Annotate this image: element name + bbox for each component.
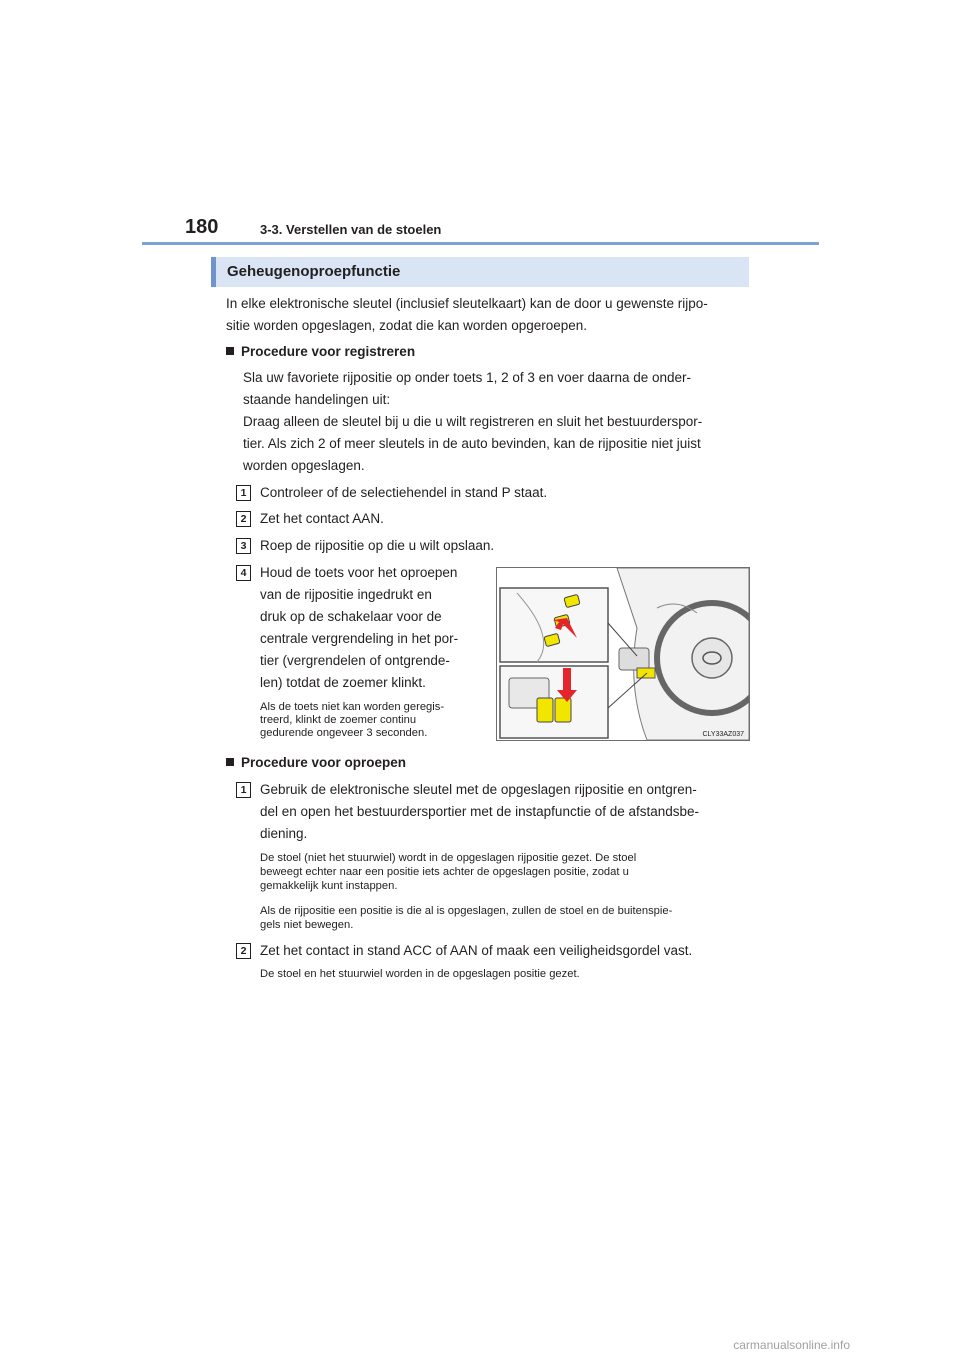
register-heading (226, 344, 415, 359)
register-step-4-note-1: Als de toets niet kan worden geregis- (260, 701, 445, 713)
title-bar (211, 257, 749, 287)
register-heading-label: Procedure voor registreren (241, 344, 416, 359)
register-desc-line-3: Draag alleen de sleutel bij u die u wilt registreren en sluit het bestuurderspor- (243, 414, 703, 429)
register-step-4-note-2: treerd, klinkt de zoemer continu (260, 714, 417, 726)
recall-step-1-note-2: beweegt echter naar een positie iets achter de opgeslagen positie, zodat u (260, 866, 629, 878)
recall-heading (226, 755, 406, 770)
intro-line-1: In elke elektronische sleutel (inclusief sleutelkaart) kan de door u gewenste rijpo- (226, 296, 708, 311)
register-step-4-line-4: centrale vergrendeling in het por- (260, 631, 459, 646)
recall-step-1-note-1: De stoel (niet het stuurwiel) wordt in de opgeslagen rijpositie gezet. De stoel (260, 852, 637, 864)
register-step-4-line-2: van de rijpositie ingedrukt en (260, 587, 432, 602)
recall-step-1-line-2: del en open het bestuurdersportier met de instapfunctie of de afstandsbe- (260, 804, 700, 819)
register-desc-line-5: worden opgeslagen. (243, 458, 365, 473)
step-number-badge: 4 (236, 565, 251, 581)
step-number-badge: 3 (236, 538, 251, 554)
register-desc-line-2: staande handelingen uit: (243, 392, 391, 407)
recall-step-1-note-3: gemakkelijk kunt instappen. (260, 880, 398, 892)
register-desc-line-4: tier. Als zich 2 of meer sleutels in de auto bevinden, kan de rijpositie niet juist (243, 436, 701, 451)
register-step-4-line-5: tier (vergrendelen of ontgrende- (260, 653, 450, 668)
page-title: Geheugenoproepfunctie (227, 263, 401, 280)
recall-step-1-note-4: Als de rijpositie een positie is die al is opgeslagen, zullen de stoel en de buitenspie- (260, 905, 673, 917)
recall-heading-label: Procedure voor oproepen (241, 755, 407, 770)
register-step-4-line-6: len) totdat de zoemer klinkt. (260, 675, 426, 690)
square-bullet-icon (226, 347, 234, 355)
square-bullet-icon (226, 758, 234, 766)
step-number-badge: 2 (236, 511, 251, 527)
step-number-badge: 1 (236, 782, 251, 798)
recall-step-2-note: De stoel en het stuurwiel worden in de opgeslagen positie gezet. (260, 968, 580, 980)
intro-line-2: sitie worden opgeslagen, zodat die kan worden opgeroepen. (226, 318, 588, 333)
page-number: 180 (185, 216, 219, 238)
register-desc-line-1: Sla uw favoriete rijpositie op onder toets 1, 2 of 3 en voer daarna de onder- (243, 370, 692, 385)
recall-step-1-line-1: Gebruik de elektronische sleutel met de opgeslagen rijpositie en ontgren- (260, 782, 697, 797)
step-number-badge: 2 (236, 943, 251, 959)
memory-switch-illustration (496, 567, 750, 741)
register-step-1: Controleer of de selectiehendel in stand P staat. (260, 485, 548, 500)
recall-step-2: Zet het contact in stand ACC of AAN of maak een veiligheidsgordel vast. (260, 943, 693, 958)
register-step-2: Zet het contact AAN. (260, 511, 384, 526)
watermark: carmanualsonline.info (733, 1338, 850, 1352)
section-header: 3-3. Verstellen van de stoelen (260, 222, 442, 237)
step-number-badge: 1 (236, 485, 251, 501)
recall-step-1-line-3: diening. (260, 826, 308, 841)
register-step-4-note-3: gedurende ongeveer 3 seconden. (260, 727, 428, 739)
recall-step-1-note-5: gels niet bewegen. (260, 919, 354, 931)
register-step-3: Roep de rijpositie op die u wilt opslaan. (260, 538, 495, 553)
door-panel-drawing (497, 568, 749, 740)
figure-code: CLY33AZ037 (702, 731, 744, 738)
header-rule (142, 242, 819, 245)
register-step-4-line-3: druk op de schakelaar voor de (260, 609, 442, 624)
register-step-4-line-1: Houd de toets voor het oproepen (260, 565, 458, 580)
